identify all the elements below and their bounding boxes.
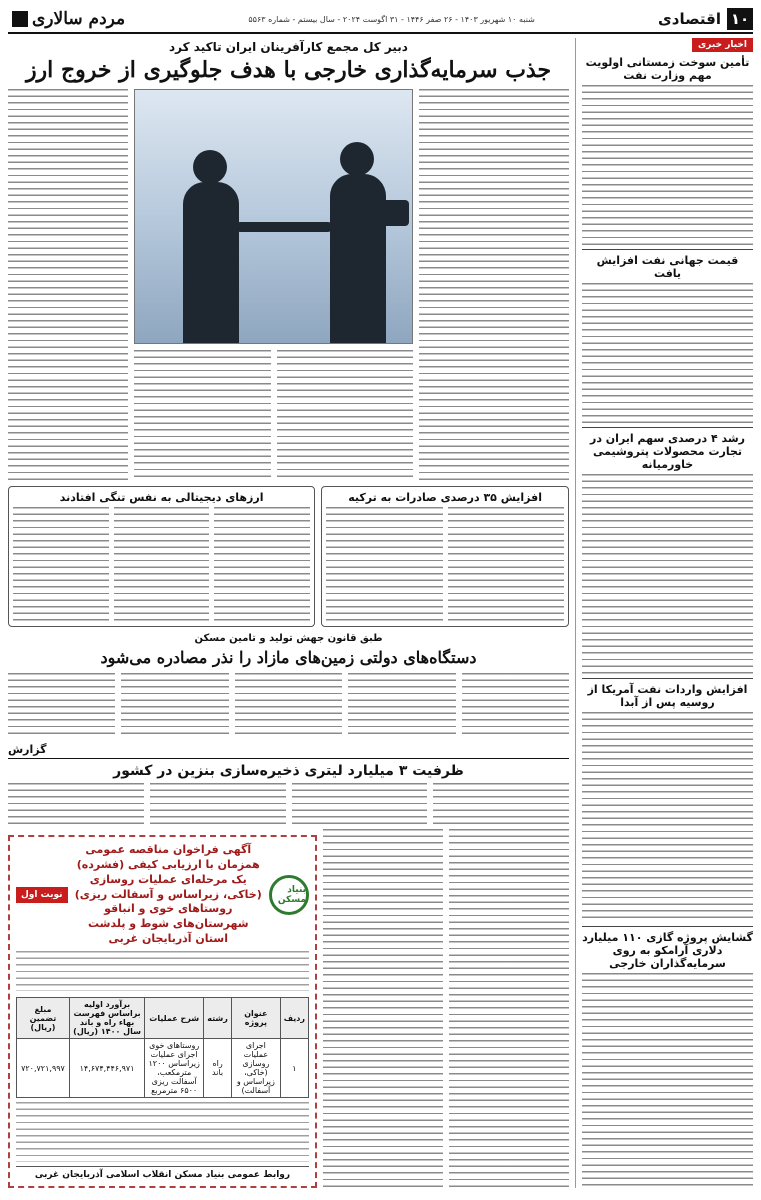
mid-story-columns [8,673,569,737]
brief-heading: رشد ۴ درصدی سهم ایران در تجارت محصولات پتروشیمی خاورمیانه [582,427,753,471]
ad-table [16,997,309,1098]
ad-cell: روستاهای خوی اجرای عملیات زیراساس ۱۲۰۰ مترمکعب، آسفالت ریزی ۶۵۰۰ مترمربع [145,1039,204,1098]
ad-col-header: برآورد اولیه براساس فهرست بهاء راه و باند سال ۱۴۰۰ (ریال) [69,998,144,1039]
ad-col-header: شرح عملیات [145,998,204,1039]
box-body [13,507,109,622]
table-row [17,1039,309,1098]
report-title: ظرفیت ۳ میلیارد لیتری ذخیره‌سازی بنزین در کشور [113,763,464,780]
bottom-row [8,829,569,1188]
report-body [150,783,286,825]
ad-body-text [16,951,309,991]
tender-advertisement [8,835,317,1188]
box-body [448,507,564,622]
lead-kicker: دبیر کل مجمع کارآفرینان ایران تاکید کرد [169,40,408,54]
brief-body [582,474,753,674]
bonyad-maskan-logo-icon: بنیاد مسکن [269,875,309,915]
report-label: گزارش [8,743,569,759]
news-briefs-column [575,38,753,1188]
mid-story-body [235,673,342,737]
brief-heading: گشایش پروژه گازی ۱۱۰ میلیارد دلاری آرامکو به روی سرمایه‌گذاران خارجی [582,926,753,970]
report-body [433,783,569,825]
ad-col-header: عنوان پروژه [232,998,281,1039]
mid-story-body [348,673,455,737]
lead-title: جذب سرمایه‌گذاری خارجی با هدف جلوگیری از خروج ارز [25,57,552,83]
ad-cell: ۷۲۰,۷۲۱,۹۹۷ [17,1039,70,1098]
mid-story-body [462,673,569,737]
ad-terms-text [16,1102,309,1162]
briefs-tag: اخبار خبری [692,38,753,52]
dateline: شنبه ۱۰ شهریور ۱۴۰۳ - ۲۶ صفر ۱۴۴۶ - ۳۱ اگوست ۲۰۲۴ - سال بیستم - شماره ۵۵۶۳ [248,14,535,24]
masthead-logo-icon [12,11,28,27]
brief-heading: قیمت جهانی نفت افزایش یافت [582,249,753,280]
main-area [8,38,569,1188]
box-heading: ارزهای دیجیتالی به نفس تنگی افتادند [59,491,264,504]
page-number: ۱۰ [727,8,753,30]
lead-lower-columns [134,350,413,480]
ad-cell: راه باند [204,1039,232,1098]
ad-footer: روابط عمومی بنیاد مسکن انقلاب اسلامی آذربایجان غربی [16,1166,309,1180]
page-header [8,6,753,34]
report-body-continued [323,829,443,1188]
lead-body-left [8,89,128,480]
crypto-box [8,486,315,627]
ad-cell: اجرای عملیات روسازی (خاکی، زیراساس و آسفالت) [232,1039,281,1098]
lead-body-col [277,350,414,480]
box-heading: افزایش ۳۵ درصدی صادرات به ترکیه [348,491,543,504]
ad-cell: ۱ [280,1039,308,1098]
mid-story-kicker: طبق قانون جهش تولید و تامین مسکن [194,633,383,645]
ad-col-header: ردیف [280,998,308,1039]
box-body [214,507,310,622]
lead-story [8,89,569,480]
ad-col-header: رشته [204,998,232,1039]
ad-cell: ۱۴,۶۷۴,۴۴۶,۹۷۱ [69,1039,144,1098]
report-body-continued [449,829,569,1188]
page-grid [8,38,753,1188]
brief-body [582,283,753,423]
masthead: مردم سالاری [32,9,126,29]
brief-body [582,973,753,1188]
report-columns [8,783,569,825]
ad-title: آگهی فراخوان مناقصه عمومی همزمان با ارزیابی کیفی (فشرده) یک مرحله‌ای عملیات روسازی (خاکی، زیراساس و آسفالت ریزی) روستاهای خوی و انباقو شهرستان‌های شوط و پلدشت استان آذربایجان غربی [74,843,262,946]
box-body [326,507,442,622]
mid-story-title: دستگاه‌های دولتی زمین‌های مازاد را نذر مصادره می‌شود [100,648,477,668]
report-body [8,783,144,825]
brief-body [582,712,753,922]
brief-body [582,85,753,245]
lead-body-right [419,89,569,480]
ad-round-badge: نوبت اول [16,887,68,903]
lead-photo-handshake [134,89,413,344]
section-name: اقتصادی [658,10,721,28]
boxed-stories-row [8,486,569,627]
box-body [114,507,210,622]
brief-heading: افزایش واردات نفت آمریکا از روسیه پس از آبدا [582,678,753,709]
exports-box [321,486,569,627]
lead-center [134,89,413,480]
lead-body-col [134,350,271,480]
ad-col-header: مبلغ تضمین (ریال) [17,998,70,1039]
report-body [292,783,428,825]
mid-story-body [8,673,115,737]
brief-heading: تأمین سوخت زمستانی اولویت مهم وزارت نفت [585,56,750,82]
mid-story-body [121,673,228,737]
